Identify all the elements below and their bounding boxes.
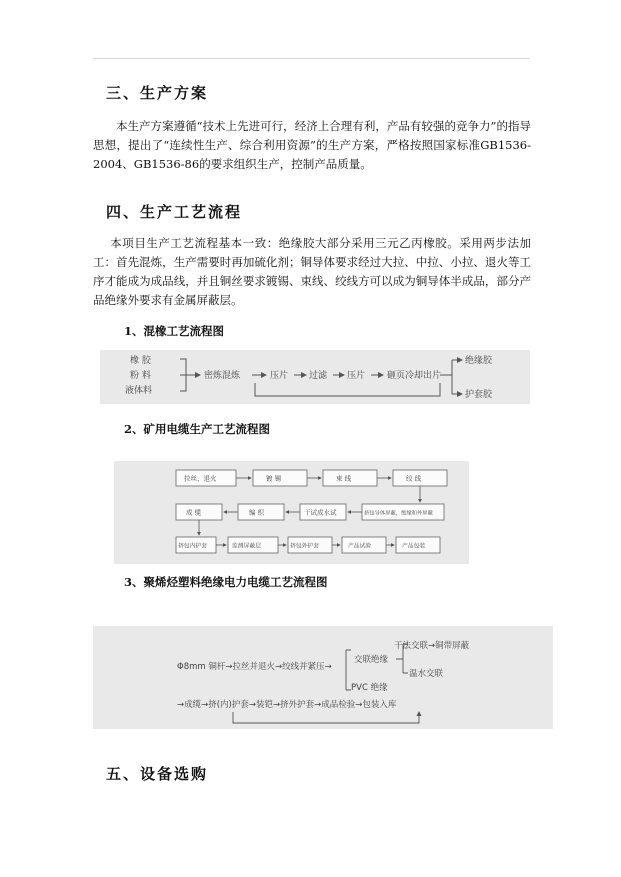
figure-1-caption: 1、混橡工艺流程图 bbox=[124, 324, 225, 338]
figure-3-caption: 3、聚烯烃塑料绝缘电力电缆工艺流程图 bbox=[124, 575, 328, 589]
figure-2-mining-cable-flowchart bbox=[114, 461, 469, 564]
fig1-step-sheet-2: 压片 bbox=[347, 371, 366, 381]
fig2-step-stranding: 绞 线 bbox=[406, 474, 422, 483]
figure-2-caption: 2、矿用电缆生产工艺流程图 bbox=[124, 422, 271, 436]
fig2-step-inner-sheath: 挤包内护套 bbox=[178, 543, 207, 550]
fig2-step-product-test: 产品试验 bbox=[348, 543, 372, 550]
figure-1-rubber-flowchart bbox=[100, 350, 530, 404]
section-3-heading: 三、生产方案 bbox=[106, 84, 209, 102]
section-4-paragraph: 本项目生产工艺流程基本一致：绝缘胶大部分采用三元乙丙橡胶。采用两步法加工：首先混炼，生产需要时再加硫化剂；铜导体要求经过大拉、中拉、小拉、退火等工序才能成为成品线，并且铜丝要求镀锡、束线、绞线方可以成为铜导体半成品，部分产品绝缘外要求有金属屏蔽层。 bbox=[93, 236, 531, 307]
fig1-step-sheet-1: 压片 bbox=[270, 371, 289, 381]
fig1-output-insulation: 绝缘胶 bbox=[465, 356, 493, 366]
fig3-second-line: →成缆→挤(内)护套→装铠→挤外护套→成品检验→包装入库 bbox=[177, 700, 397, 710]
header-rule bbox=[93, 58, 530, 59]
fig3-branch-pvc: PVC 绝缘 bbox=[351, 683, 388, 693]
fig1-output-sheath: 护套胶 bbox=[465, 390, 493, 400]
fig2-step-outer-sheath: 挤包外护套 bbox=[290, 543, 319, 550]
fig3-main-line: Φ8mm 铜杆→拉丝并退火→绞线并紧压→ bbox=[177, 662, 332, 672]
fig1-step-cooling: 砸页冷却出片 bbox=[387, 371, 442, 381]
fig2-step-cabling: 成 缆 bbox=[186, 508, 202, 517]
fig1-step-mixing: 密炼混炼 bbox=[204, 371, 241, 381]
section-5-heading: 五、设备选购 bbox=[106, 765, 209, 783]
fig1-input-liquid: 液体料 bbox=[125, 386, 153, 396]
fig3-sub-warm: 温水交联 bbox=[409, 669, 444, 679]
fig2-step-shield-check: 监测屏蔽层 bbox=[232, 543, 261, 550]
fig1-step-filter: 过滤 bbox=[309, 371, 328, 381]
figure-3-power-cable-flowchart bbox=[93, 626, 553, 729]
fig2-step-drawing: 拉丝、退火 bbox=[184, 474, 217, 483]
fig2-step-extrusion: 挤包导体屏蔽，绝缘和外屏蔽 bbox=[364, 510, 433, 517]
fig1-input-rubber: 橡 胶 bbox=[130, 356, 151, 366]
fig1-input-powder: 粉 料 bbox=[130, 371, 151, 381]
fig2-step-bunching: 束 线 bbox=[336, 474, 352, 483]
fig2-step-packaging: 产品包装 bbox=[402, 543, 426, 550]
fig3-branch-xlpe: 交联绝缘 bbox=[354, 655, 389, 665]
fig2-step-test: 干试成水试 bbox=[304, 508, 337, 517]
fig2-step-braiding: 编 织 bbox=[249, 508, 265, 517]
section-4-heading: 四、生产工艺流程 bbox=[106, 203, 243, 221]
fig2-step-tinning: 镀 锡 bbox=[266, 474, 282, 483]
section-3-paragraph: 本生产方案遵循“技术上先进可行，经济上合理有利，产品有较强的竞争力”的指导思想，提出了“连续性生产、综合利用资源”的生产方案，严格按照国家标准GB1536-2004、GB1536-86的要求组织生产，控制产品质量。 bbox=[93, 119, 531, 171]
fig3-sub-dry: 干法交联→铜带屏蔽 bbox=[394, 641, 470, 651]
